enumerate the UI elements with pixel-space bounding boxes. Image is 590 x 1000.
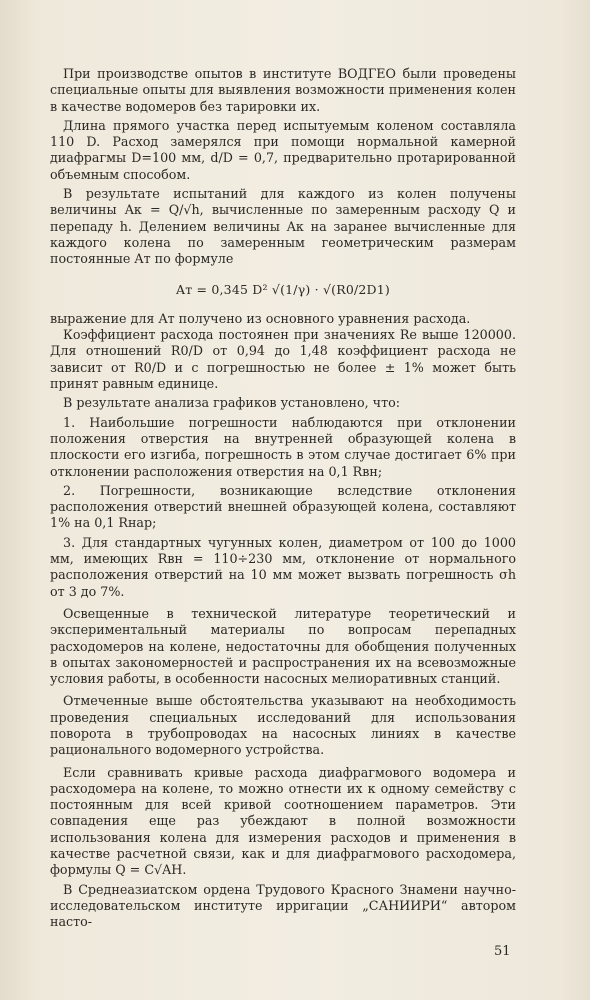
paragraph-2: Длина прямого участка перед испытуемым коленом составляла 110 D. Расход замерялся при помощи нормальной камерной диафрагмы D=100 мм, d/D = 0,7, предварительно протарированной объемным способом. [50, 117, 516, 182]
paragraph-13: В Среднеазиатском ордена Трудового Красного Знамени научно-исследовательском институте ирригации „САНИИРИ“ автором насто- [50, 881, 516, 930]
paragraph-3: В результате испытаний для каждого из колен получены величины Aк = Q/√h, вычисленные по замеренным расходу Q и перепаду h. Делением величины Aк на заранее вычисленные для каждого колена по замеренным геометрическим размерам постоянные Aт по формуле [50, 186, 516, 267]
paragraph-4: выражение для Aт получено из основного уравнения расхода. [50, 310, 471, 326]
body-text [50, 66, 516, 931]
paragraph-11: Отмеченные выше обстоятельства указывают на необходимость проведения специальных исследований для использования поворота в трубопроводах на насосных линиях в качестве рационального водомерного устройства. [50, 693, 516, 758]
page-number: 51 [494, 944, 511, 959]
paragraph-12: Если сравнивать кривые расхода диафрагмового водомера и расходомера на колене, то можно отнести их к одному семейству с постоянным для всей кривой соотношением параметров. Эти совпадения еще раз убеждают в полной возможности использования колена для измерения расходов и применения в качестве расчетной связи, как и для диафрагмового расходомера, формулы Q = C√AH. [50, 764, 516, 878]
paragraph-6: В результате анализа графиков установлено, что: [63, 395, 401, 411]
paragraph-5: Коэффициент расхода постоянен при значениях Re выше 120000. Для отношений R0/D от 0,94 до 1,48 коэффициент расхода не зависит от R0/D и с погрешностью не более ± 1% может быть принят равным единице. [50, 327, 516, 392]
paragraph-1: При производстве опытов в институте ВОДГЕО были проведены специальные опыты для выявления возможности применения колен в качестве водомеров без тарировки их. [50, 66, 516, 114]
paragraph-7: 1. Наибольшие погрешности наблюдаются при отклонении положения отверстия на внутренней образующей колена в плоскости его изгиба, погрешность в этом случае достигает 6% при отклонении расположения отверстия на 0,1 Rвн; [50, 414, 516, 479]
paragraph-9: 3. Для стандартных чугунных колен, диаметром от 100 до 1000 мм, имеющих Rвн = 110÷230 мм, отклонение от нормального расположения отверстий на 10 мм может вызвать погрешность σh от 3 до 7%. [50, 534, 516, 599]
paragraph-10: Освещенные в технической литературе теоретический и экспериментальный материалы по вопросам перепадных расходомеров на колене, недостаточны для обобщения полученных в опытах закономерностей и распространения их на всевозможные условия работы, в особенности насосных мелиоративных станций. [50, 605, 516, 687]
formula: Aт = 0,345 D² √(1/γ) · √(R0/2D1) [175, 281, 391, 297]
paragraph-8: 2. Погрешности, возникающие вследствие отклонения расположения отверстий внешней образующей колена, составляют 1% на 0,1 Rнар; [50, 482, 516, 531]
